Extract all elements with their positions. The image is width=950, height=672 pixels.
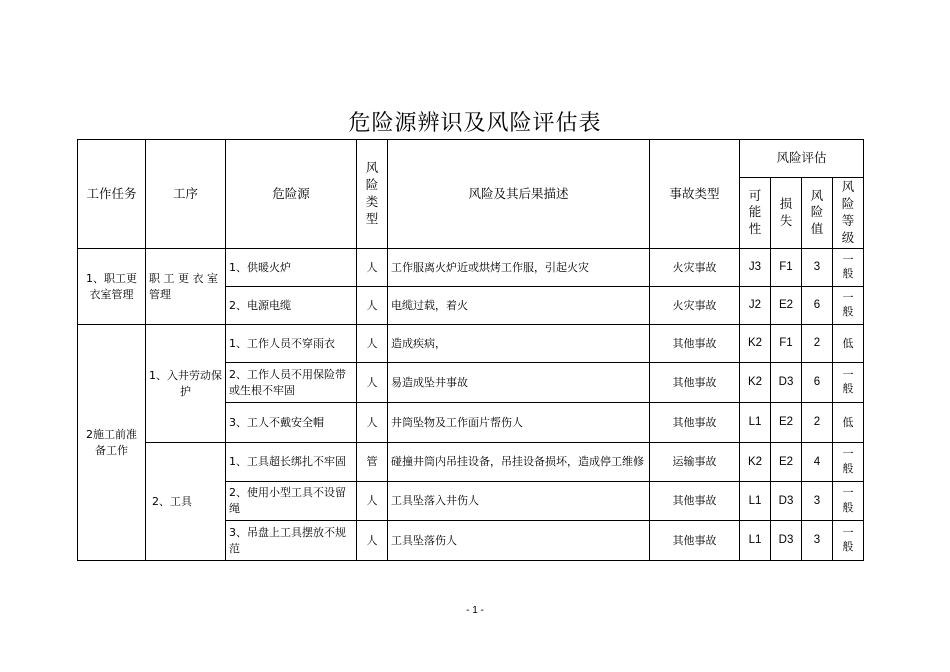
- loss-cell: E2: [771, 403, 802, 443]
- risk-type-cell: 人: [357, 403, 388, 443]
- risk-level-cell: [833, 521, 864, 561]
- page-title: 危险源辨识及风险评估表: [348, 111, 602, 136]
- possibility-cell: J2: [740, 287, 771, 325]
- header-description: 风险及其后果描述: [388, 140, 650, 249]
- process-cell: 职 工 更 衣 室 管理: [146, 249, 226, 325]
- risk-type-cell: 人: [357, 363, 388, 403]
- risk-level-cell: [833, 363, 864, 403]
- possibility-cell: L1: [740, 482, 771, 521]
- possibility-cell: L1: [740, 521, 771, 561]
- hazard-cell: 2、使用小型工具不设留绳: [226, 482, 357, 521]
- header-process: 工序: [146, 140, 226, 249]
- risk-level-text: 低: [842, 415, 854, 429]
- accident-type-cell: 其他事故: [650, 363, 740, 403]
- header-risk-level-text: 风险等级: [841, 179, 855, 245]
- risk-level-text: 一般: [842, 447, 854, 475]
- hazard-cell: 2、电源电缆: [226, 287, 357, 325]
- loss-cell: E2: [771, 287, 802, 325]
- possibility-cell: K2: [740, 325, 771, 363]
- risk-level-text: 一般: [842, 525, 854, 554]
- risk-value-cell: 2: [802, 403, 833, 443]
- table-row: [78, 249, 864, 287]
- risk-level-text: 低: [842, 336, 854, 350]
- accident-type-cell: 火灾事故: [650, 249, 740, 287]
- task-cell: 1、职工更衣室管理: [78, 249, 146, 325]
- header-loss-text: 损失: [779, 196, 793, 228]
- risk-level-cell: [833, 403, 864, 443]
- risk-level-cell: [833, 443, 864, 482]
- loss-cell: D3: [771, 521, 802, 561]
- accident-type-cell: 火灾事故: [650, 287, 740, 325]
- risk-type-cell: 管: [357, 443, 388, 482]
- accident-type-cell: 运输事故: [650, 443, 740, 482]
- risk-type-cell: 人: [357, 521, 388, 561]
- loss-cell: E2: [771, 443, 802, 482]
- header-possibility: [740, 178, 771, 249]
- risk-type-cell: 人: [357, 482, 388, 521]
- accident-type-cell: 其他事故: [650, 521, 740, 561]
- hazard-cell: 3、吊盘上工具摆放不规范: [226, 521, 357, 561]
- hazard-cell: 2、工作人员不用保险带或生根不牢固: [226, 363, 357, 403]
- header-task: 工作任务: [78, 140, 146, 249]
- risk-value-cell: 6: [802, 363, 833, 403]
- risk-level-cell: [833, 325, 864, 363]
- header-risk-value: [802, 178, 833, 249]
- header-risk-type: [357, 140, 388, 249]
- description-cell: 工作服离火炉近或烘烤工作服，引起火灾: [388, 249, 650, 287]
- risk-level-text: 一般: [842, 252, 854, 281]
- description-cell: 工具坠落入井伤人: [388, 482, 650, 521]
- risk-type-cell: 人: [357, 325, 388, 363]
- accident-type-cell: 其他事故: [650, 325, 740, 363]
- table-row: [78, 443, 864, 482]
- header-assessment: 风险评估: [740, 140, 864, 178]
- process-cell: 1、入井劳动保护: [146, 325, 226, 443]
- header-risk-value-text: 风险值: [810, 187, 824, 237]
- description-cell: 易造成坠井事故: [388, 363, 650, 403]
- risk-level-cell: [833, 482, 864, 521]
- risk-value-cell: 2: [802, 325, 833, 363]
- header-accident-type: 事故类型: [650, 140, 740, 249]
- header-risk-level: [833, 178, 864, 249]
- description-cell: 电缆过载，着火: [388, 287, 650, 325]
- risk-type-cell: 人: [357, 287, 388, 325]
- description-cell: 碰撞井筒内吊挂设备，吊挂设备损坏，造成停工维修: [388, 443, 650, 482]
- risk-value-cell: 3: [802, 249, 833, 287]
- possibility-cell: K2: [740, 363, 771, 403]
- possibility-cell: L1: [740, 403, 771, 443]
- risk-value-cell: 3: [802, 482, 833, 521]
- description-cell: 工具坠落伤人: [388, 521, 650, 561]
- possibility-cell: J3: [740, 249, 771, 287]
- risk-level-cell: [833, 287, 864, 325]
- hazard-cell: 1、供暖火炉: [226, 249, 357, 287]
- loss-cell: D3: [771, 363, 802, 403]
- header-risk-type-text: 风险类型: [365, 160, 379, 226]
- loss-cell: D3: [771, 482, 802, 521]
- hazard-cell: 1、工具超长绑扎不牢固: [226, 443, 357, 482]
- hazard-cell: 1、工作人员不穿雨衣: [226, 325, 357, 363]
- loss-cell: F1: [771, 249, 802, 287]
- risk-type-cell: 人: [357, 249, 388, 287]
- risk-level-cell: [833, 249, 864, 287]
- header-loss: [771, 178, 802, 249]
- risk-value-cell: 4: [802, 443, 833, 482]
- description-cell: 造成疾病，: [388, 325, 650, 363]
- risk-level-text: 一般: [842, 290, 854, 319]
- hazard-cell: 3、工人不戴安全帽: [226, 403, 357, 443]
- table-row: [78, 325, 864, 363]
- loss-cell: F1: [771, 325, 802, 363]
- risk-assessment-table: [77, 139, 864, 561]
- possibility-cell: K2: [740, 443, 771, 482]
- task-cell: 2施工前准备工作: [78, 325, 146, 561]
- risk-level-text: 一般: [842, 367, 854, 396]
- header-hazard: 危险源: [226, 140, 357, 249]
- page-number: - 1 -: [466, 605, 484, 616]
- accident-type-cell: 其他事故: [650, 403, 740, 443]
- description-cell: 井筒坠物及工作面片帮伤人: [388, 403, 650, 443]
- header-possibility-text: 可能性: [748, 187, 762, 237]
- risk-level-text: 一般: [842, 486, 854, 514]
- process-cell: 2、工具: [146, 443, 226, 561]
- risk-value-cell: 6: [802, 287, 833, 325]
- accident-type-cell: 其他事故: [650, 482, 740, 521]
- risk-value-cell: 3: [802, 521, 833, 561]
